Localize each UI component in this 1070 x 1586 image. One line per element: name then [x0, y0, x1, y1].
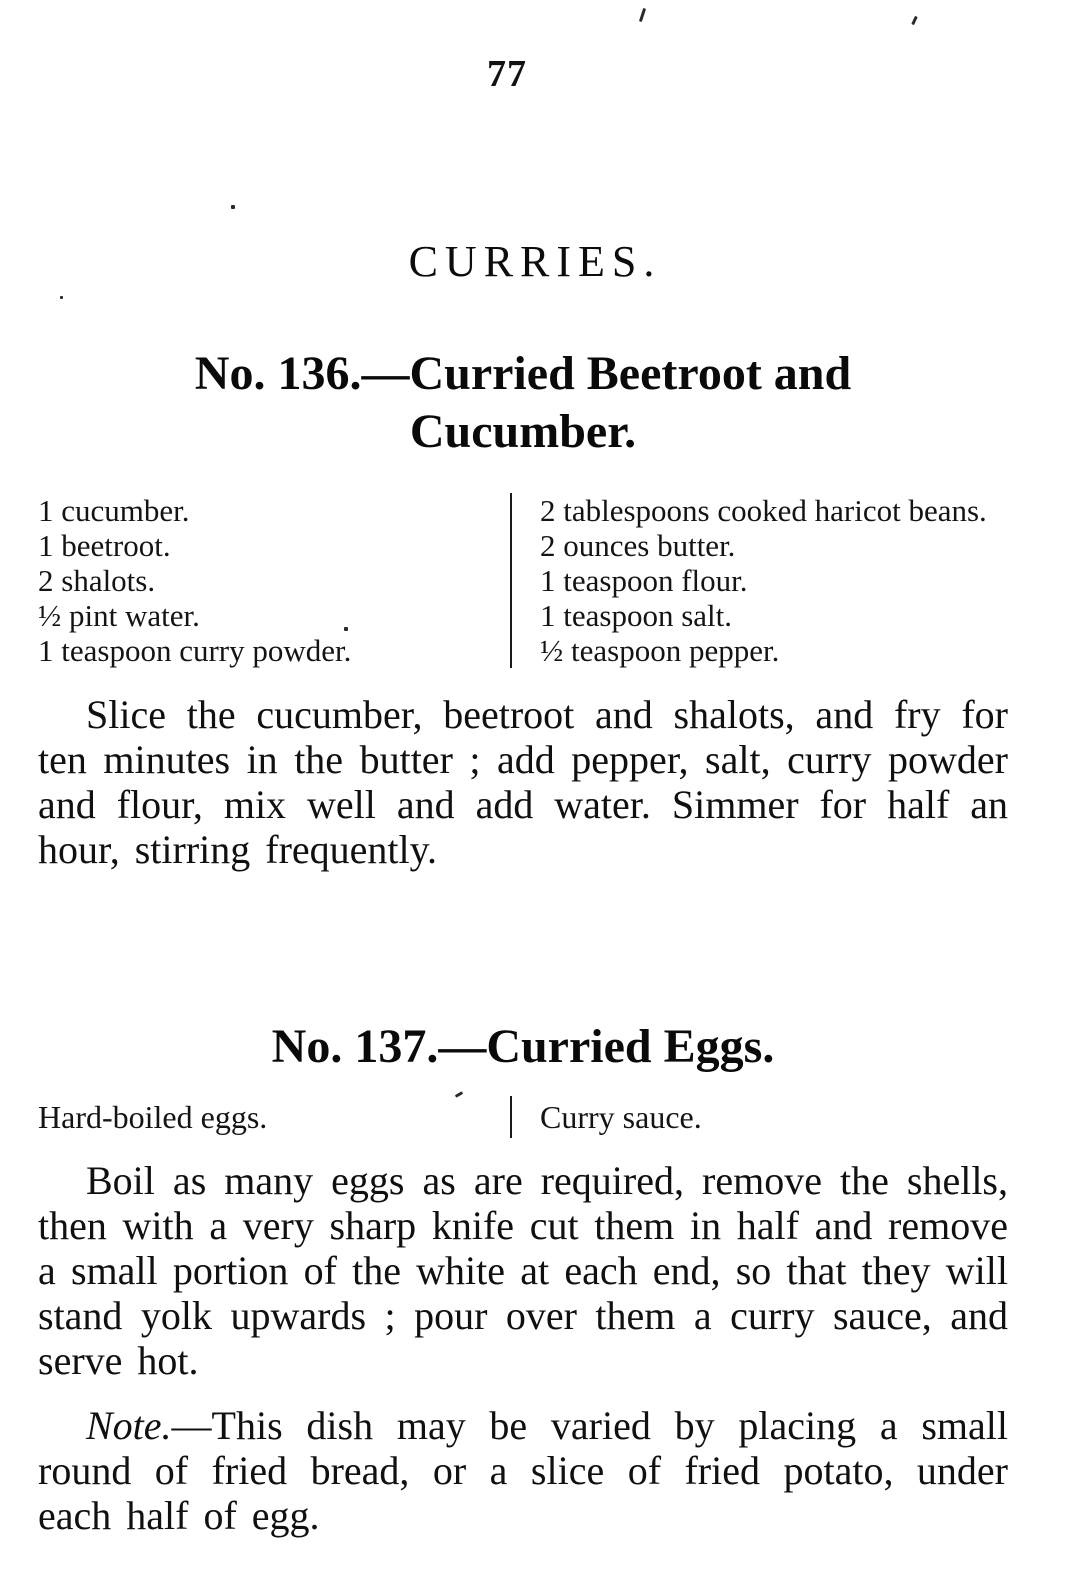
ingredient-item: 2 ounces butter.: [540, 528, 736, 563]
section-title: CURRIES.: [408, 237, 662, 286]
note-label: Note.: [86, 1403, 172, 1448]
ingredients-table: [38, 493, 1008, 668]
scan-artifact: [344, 627, 348, 631]
ingredient-item: 2 tablespoons cooked haricot beans.: [540, 493, 987, 528]
note-text: —This dish may be varied by placing a small round of fried bread, or a slice of fried potato, under each half of egg.: [38, 1403, 1008, 1538]
recipe-curried-beetroot-and-cucumber: [38, 345, 1008, 872]
ingredient-item: ½ pint water.: [38, 598, 200, 633]
ingredients-right-column: [512, 1096, 1008, 1138]
ingredients-left-column: [38, 493, 510, 668]
scan-artifact: [639, 8, 646, 22]
ingredients-left-column: [38, 1096, 510, 1138]
recipe-curried-eggs: [38, 1018, 1008, 1538]
recipe-instructions: Slice the cucumber, beetroot and shalots, and fry for ten minutes in the butter ; add pepper, salt, curry powder and flour, mix well and add water. Simmer for half an hour, stirring frequently.: [38, 692, 1008, 872]
scan-artifact: [231, 205, 235, 209]
recipe-title: No. 136.—Curried Beetroot and Cucumber.: [194, 347, 852, 458]
ingredient-item: Hard-boiled eggs.: [38, 1099, 268, 1135]
recipe-title: No. 137.—Curried Eggs.: [271, 1020, 775, 1073]
ingredient-item: 1 teaspoon curry powder.: [38, 633, 352, 668]
ingredient-item: ½ teaspoon pepper.: [540, 633, 780, 668]
ingredient-item: 1 teaspoon flour.: [540, 563, 748, 598]
ingredients-table: [38, 1096, 1008, 1138]
ingredient-item: 1 cucumber.: [38, 493, 190, 528]
ingredient-item: 1 teaspoon salt.: [540, 598, 732, 633]
scan-artifact: [60, 296, 63, 299]
recipe-instructions: Boil as many eggs as are required, remove the shells, then with a very sharp knife cut them in half and remove a small portion of the white at each end, so that they will stand yolk upwards ; pour over them a curry sauce, and serve hot.: [38, 1158, 1008, 1383]
ingredient-item: 1 beetroot.: [38, 528, 171, 563]
ingredient-item: Curry sauce.: [540, 1099, 702, 1135]
ingredient-item: 2 shalots.: [38, 563, 156, 598]
ingredients-right-column: [512, 493, 1008, 668]
page-number: 77: [487, 53, 527, 95]
recipe-note: [38, 1403, 1008, 1538]
scan-artifact: [911, 16, 918, 25]
